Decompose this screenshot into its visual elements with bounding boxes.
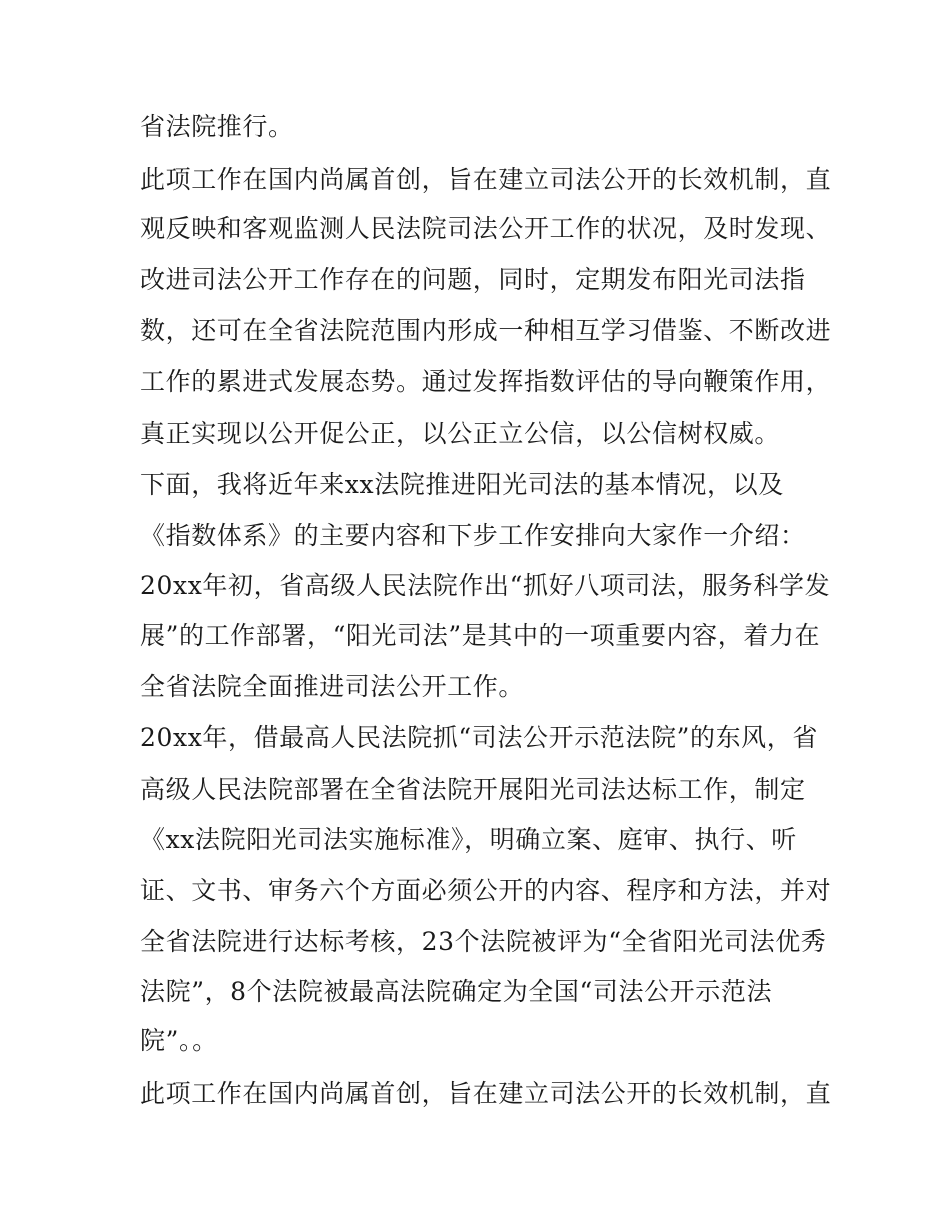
text-line-11: 展”的工作部署，“阳光司法”是其中的一项重要内容，着力在 (140, 621, 821, 650)
text-line-13: 20xx年，借最高人民法院抓“司法公开示范法院”的东风，省 (140, 723, 818, 752)
text-line-7: 真正实现以公开促公正，以公正立公信，以公信树权威。 (140, 419, 781, 448)
text-line-18: 法院”，8个法院被最高法院确定为全国“司法公开示范法 (140, 977, 773, 1006)
text-line-1: 省法院推行。 (140, 112, 294, 141)
text-line-3: 观反映和客观监测人民法院司法公开工作的状况，及时发现、 (140, 214, 832, 243)
text-line-17: 全省法院进行达标考核，23个法院被评为“全省阳光司法优秀 (140, 927, 827, 956)
text-line-19: 院”。。 (140, 1026, 218, 1055)
text-line-8: 下面，我将近年来xx法院推进阳光司法的基本情况，以及 (140, 470, 784, 499)
text-line-12: 全省法院全面推进司法公开工作。 (140, 672, 525, 701)
text-line-10: 20xx年初，省高级人民法院作出“抓好八项司法，服务科学发 (140, 571, 831, 600)
text-line-6: 工作的累进式发展态势。通过发挥指数评估的导向鞭策作用， (140, 367, 832, 396)
text-line-9: 《指数体系》的主要内容和下步工作安排向大家作一介绍： (140, 521, 806, 550)
text-line-2: 此项工作在国内尚属首创，旨在建立司法公开的长效机制，直 (140, 165, 832, 194)
text-line-16: 证、文书、审务六个方面必须公开的内容、程序和方法，并对 (140, 876, 832, 905)
text-line-4: 改进司法公开工作存在的问题，同时，定期发布阳光司法指 (140, 265, 806, 294)
text-line-15: 《xx法院阳光司法实施标准》，明确立案、庭审、执行、听 (140, 825, 797, 854)
text-line-5: 数，还可在全省法院范围内形成一种相互学习借鉴、不断改进 (140, 316, 832, 345)
text-line-20: 此项工作在国内尚属首创，旨在建立司法公开的长效机制，直 (140, 1079, 832, 1108)
text-line-14: 高级人民法院部署在全省法院开展阳光司法达标工作，制定 (140, 775, 806, 804)
